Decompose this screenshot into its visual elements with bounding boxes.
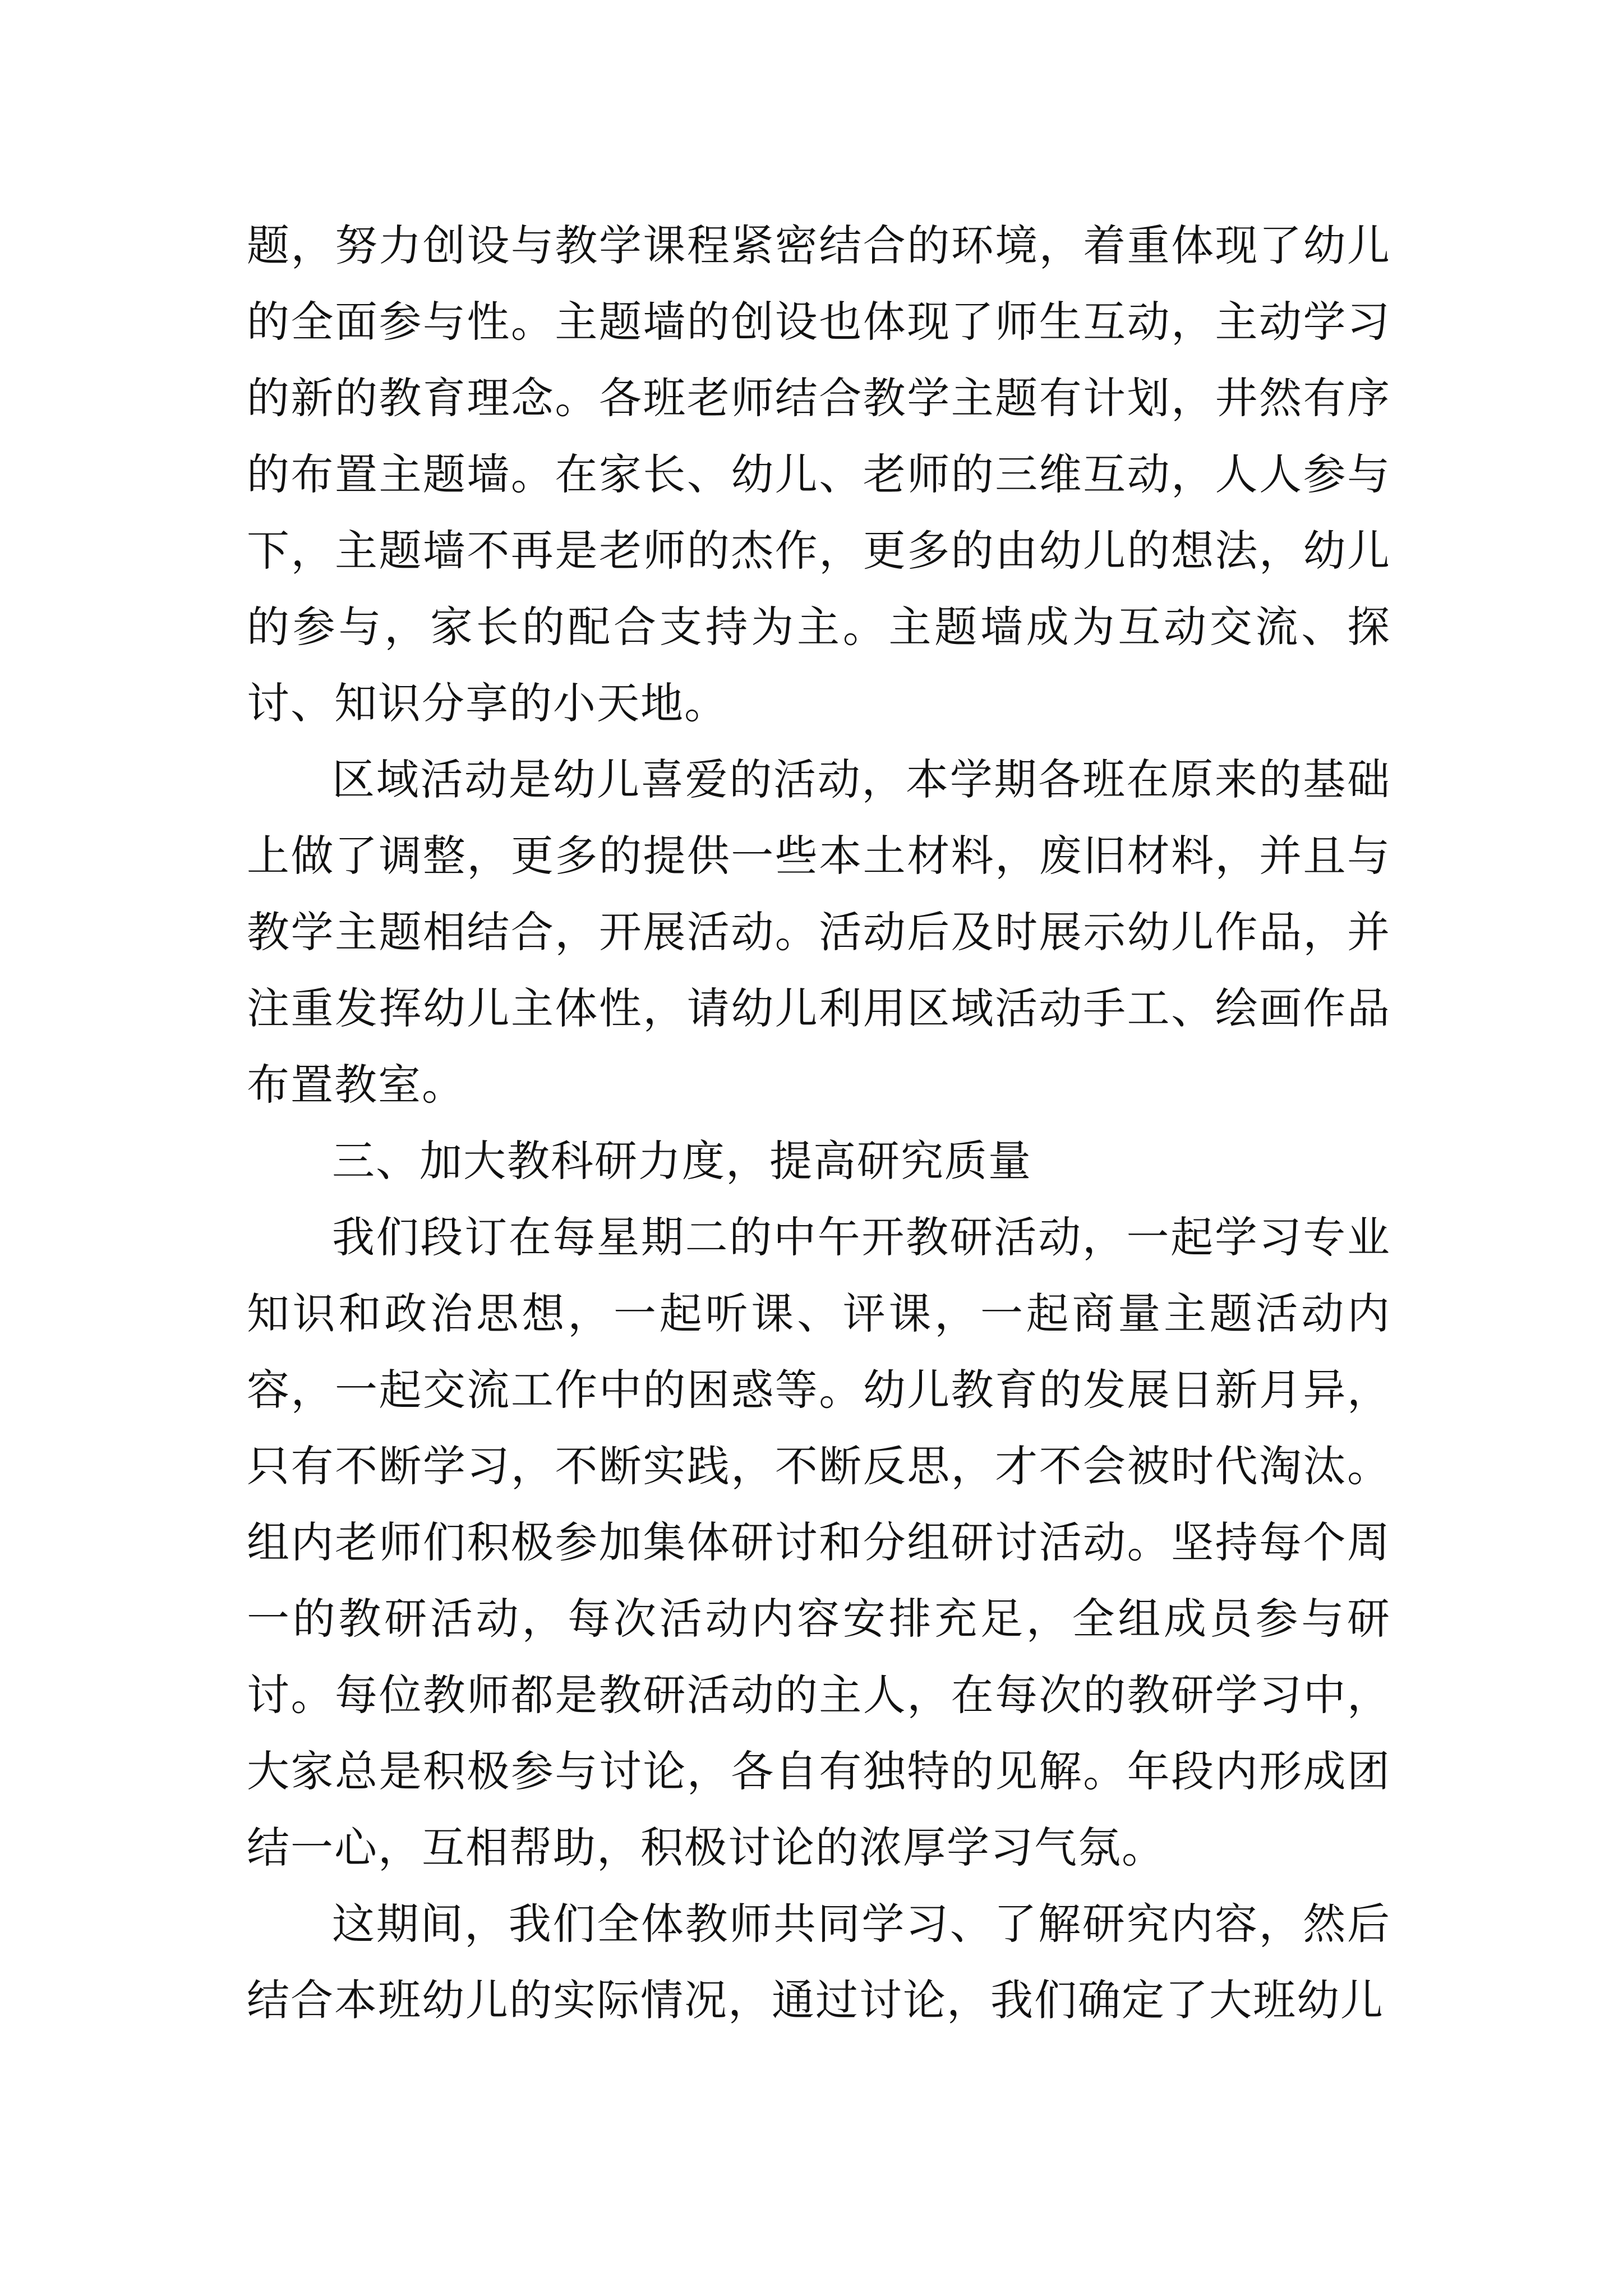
paragraph-study-period: 这期间，我们全体教师共同学习、了解研究内容，然后结合本班幼儿的实际情况，通过讨论，我们确定了大班幼儿 bbox=[247, 1899, 1391, 2025]
paragraph-teaching-research: 我们段订在每星期二的中午开教研活动，一起学习专业知识和政治思想，一起听课、评课，一起商量主题活动内容，一起交流工作中的困惑等。幼儿教育的发展日新月异，只有不断学习，不断实践，不断反思，才不会被时代淘汰。组内老师们积极参加集体研讨和分组研讨活动。坚持每个周一的教研活动，每次活动内容安排充足，全组成员参与研讨。每位教师都是教研活动的主人，在每次的教研学习中，大家总是积极参与讨论，各自有独特的见解。年段内形成团结一心，互相帮助，积极讨论的浓厚学习气氛。 bbox=[247, 1212, 1391, 1872]
section-heading-research: 三、加大教科研力度，提高研究质量 bbox=[332, 1136, 1032, 1186]
paragraph-area-activities: 区域活动是幼儿喜爱的活动，本学期各班在原来的基础上做了调整，更多的提供一些本土材料，废旧材料，并且与教学主题相结合，开展活动。活动后及时展示幼儿作品，并注重发挥幼儿主体性，请幼儿利用区域活动手工、绘画作品布置教室。 bbox=[247, 754, 1391, 1110]
paragraph-theme-wall: 题，努力创设与教学课程紧密结合的环境，着重体现了幼儿的全面参与性。主题墙的创设也体现了师生互动，主动学习的新的教育理念。各班老师结合教学主题有计划，井然有序的布置主题墙。在家长、幼儿、老师的三维互动，人人参与下，主题墙不再是老师的杰作，更多的由幼儿的想法，幼儿的参与，家长的配合支持为主。主题墙成为互动交流、探讨、知识分享的小天地。 bbox=[247, 220, 1391, 728]
document-body bbox=[247, 208, 1391, 2039]
